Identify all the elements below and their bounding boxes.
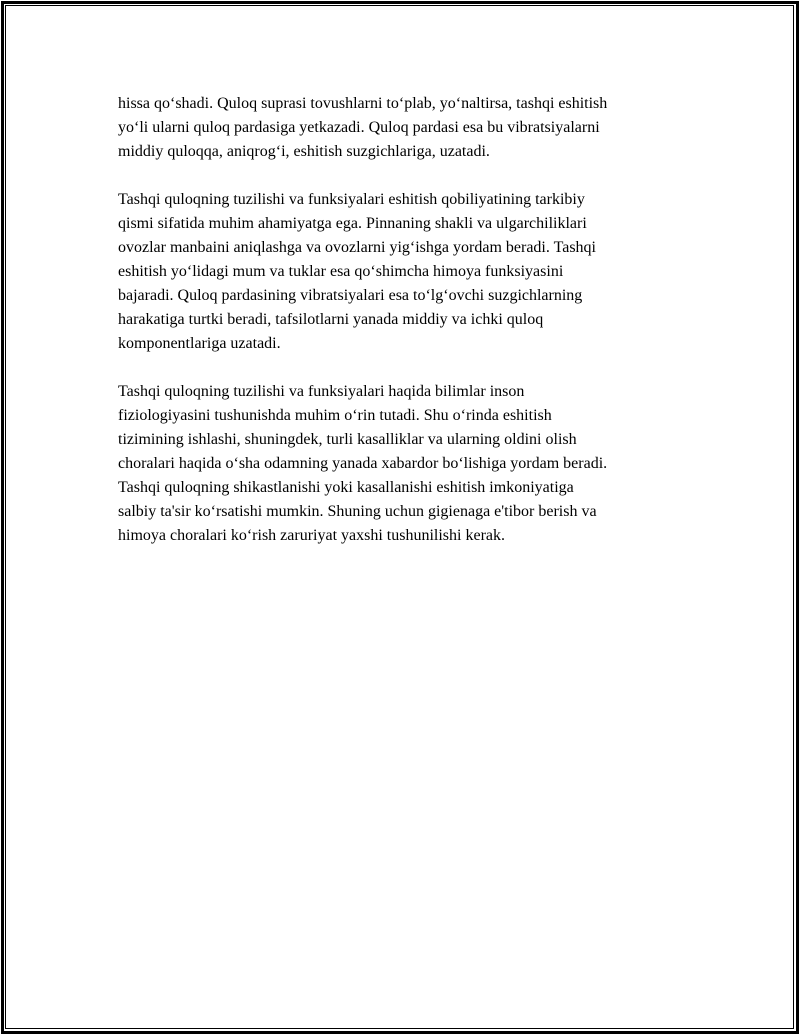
text-line: ovozlar manbaini aniqlashga va ovozlarni yig‘ishga yordam beradi. Tashqi — [118, 239, 596, 256]
text-line: hissa qo‘shadi. Quloq suprasi tovushlarni to‘plab, yo‘naltirsa, tashqi eshitish — [118, 95, 608, 112]
text-line: qismi sifatida muhim ahamiyatga ega. Pinnaning shakli va ulgarchiliklari — [118, 215, 587, 232]
text-line: salbiy ta'sir ko‘rsatishi mumkin. Shuning uchun gigienaga e'tibor berish va — [118, 503, 597, 520]
text-line: yo‘li ularni quloq pardasiga yetkazadi. Quloq pardasi esa bu vibratsiyalarni — [118, 119, 600, 136]
text-line: choralari haqida o‘sha odamning yanada xabardor bo‘lishiga yordam beradi. — [118, 455, 608, 472]
text-line: eshitish yo‘lidagi mum va tuklar esa qo‘shimcha himoya funksiyasini — [118, 263, 564, 280]
text-line: harakatiga turtki beradi, tafsilotlarni yanada middiy va ichki quloq — [118, 311, 544, 328]
text-line: komponentlariga uzatadi. — [118, 335, 281, 352]
text-line: bajaradi. Quloq pardasining vibratsiyalari esa to‘lg‘ovchi suzgichlarning — [118, 287, 583, 304]
text-line: Tashqi quloqning tuzilishi va funksiyalari eshitish qobiliyatining tarkibiy — [118, 191, 585, 208]
paragraph-2 — [118, 188, 698, 356]
text-line: Tashqi quloqning shikastlanishi yoki kasallanishi eshitish imkoniyatiga — [118, 479, 574, 496]
text-line: Tashqi quloqning tuzilishi va funksiyalari haqida bilimlar inson — [118, 383, 525, 400]
document-body — [118, 92, 698, 572]
text-line: fiziologiyasini tushunishda muhim o‘rin tutadi. Shu o‘rinda eshitish — [118, 407, 552, 424]
text-line: middiy quloqqa, aniqrog‘i, eshitish suzgichlariga, uzatadi. — [118, 143, 490, 160]
paragraph-1 — [118, 92, 698, 164]
paragraph-3 — [118, 380, 698, 548]
text-line: himoya choralari ko‘rish zaruriyat yaxshi tushunilishi kerak. — [118, 527, 506, 544]
text-line: tizimining ishlashi, shuningdek, turli kasalliklar va ularning oldini olish — [118, 431, 577, 448]
